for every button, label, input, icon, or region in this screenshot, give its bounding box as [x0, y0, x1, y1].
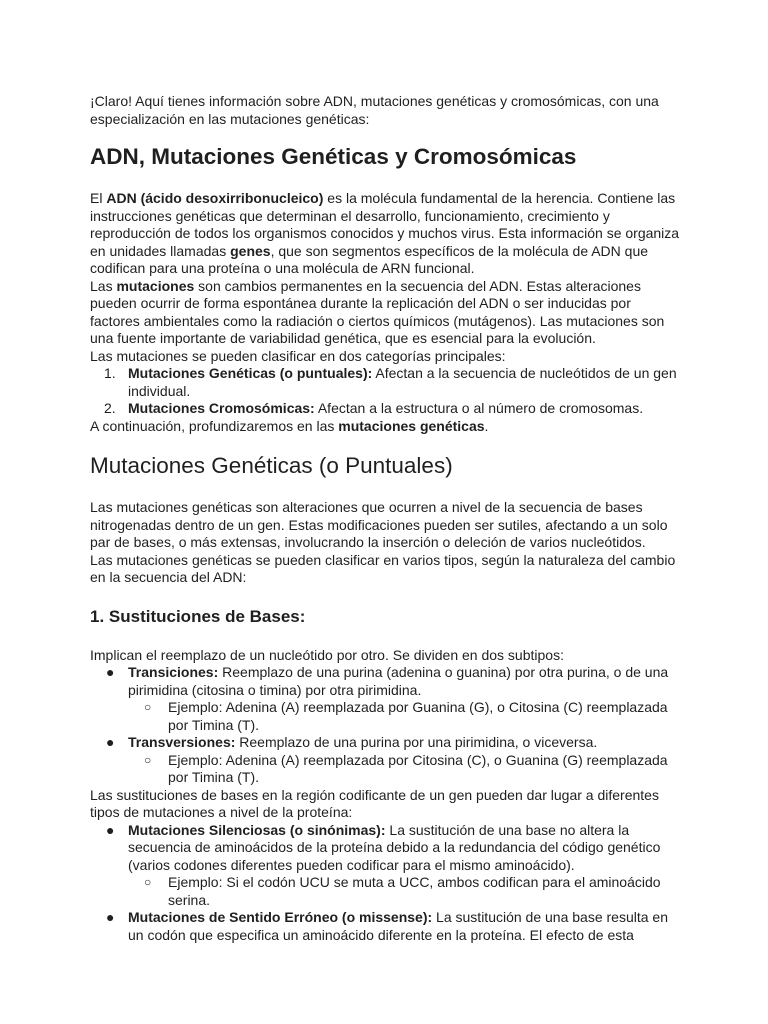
bullet-icon: ●	[106, 734, 115, 750]
document-page	[90, 93, 680, 944]
substitution-types-list	[90, 664, 680, 787]
bullet-icon: ●	[106, 821, 115, 838]
circle-bullet-icon: ○	[144, 875, 152, 889]
bullet-icon: ●	[106, 664, 115, 680]
list-item: 1. Mutaciones Genéticas (o puntuales): Afectan a la secuencia de nucleótidos de un gen individual.	[104, 365, 677, 399]
list-item: ● Mutaciones Silenciosas (o sinónimas): La sustitución de una base no altera la secuencia de aminoácidos de la proteína debido a la redundancia del código genético (varios codones diferentes pueden codificar para el mismo aminoácido).	[106, 821, 661, 873]
bullet-icon: ●	[106, 909, 115, 925]
sub-list-item: ○ Ejemplo: Si el codón UCU se muta a UCC, ambos codifican para el aminoácido serina.	[144, 874, 661, 908]
sub-list-item: ○ Ejemplo: Adenina (A) reemplazada por Guanina (G), o Citosina (C) reemplazada por Timina (T).	[144, 699, 668, 733]
sub-list-item: ○ Ejemplo: Adenina (A) reemplazada por Citosina (C), o Guanina (G) reemplazada por Timina (T).	[144, 751, 668, 785]
continuation-paragraph: A continuación, profundizaremos en las mutaciones genéticas.	[90, 417, 489, 434]
protein-mutations-list	[90, 822, 680, 945]
circle-bullet-icon: ○	[144, 700, 152, 714]
genetic-mutations-paragraph: Las mutaciones genéticas son alteraciones que ocurren a nivel de la secuencia de bases nitrogenadas dentro de un gen. Estas modificaciones pueden ser sutiles, afectando a un solo par de bases, o más extensas, involucrando la inserción o deleción de varios nucleótidos.	[90, 499, 668, 550]
list-item: ● Transiciones: Reemplazo de una purina (adenina o guanina) por otra purina, o de una pirimidina (citosina o timina) por otra pirimidina.	[106, 664, 669, 698]
list-item: ● Transversiones: Reemplazo de una purina por una pirimidina, o viceversa.	[106, 734, 598, 750]
main-heading: ADN, Mutaciones Genéticas y Cromosómicas	[90, 144, 577, 169]
subsection-heading: 1. Sustituciones de Bases:	[90, 606, 306, 626]
dna-paragraph: El ADN (ácido desoxirribonucleico) es la molécula fundamental de la herencia. Contiene las instrucciones genéticas que determinan el desarrollo, funcionamiento, crecimiento y reproducción de todos los organismos conocidos y muchos virus. Esta información se organiza en unidades llamadas genes, que son segmentos específicos de la molécula de ADN que codifican para una proteína o una molécula de ARN funcional.	[90, 190, 680, 276]
circle-bullet-icon: ○	[144, 752, 152, 767]
list-item: ● Mutaciones de Sentido Erróneo (o missense): La sustitución de una base resulta en un codón que especifica un aminoácido diferente en la proteína. El efecto de esta	[106, 909, 668, 943]
categories-paragraph: Las mutaciones se pueden clasificar en dos categorías principales:	[90, 347, 506, 364]
section-heading: Mutaciones Genéticas (o Puntuales)	[90, 453, 453, 478]
list-item: 2. Mutaciones Cromosómicas: Afectan a la estructura o al número de cromosomas.	[104, 400, 644, 416]
mutations-paragraph: Las mutaciones son cambios permanentes en la secuencia del ADN. Estas alteraciones pueden ocurrir de forma espontánea durante la replicación del ADN o ser inducidas por factores ambientales como la radiación o ciertos químicos (mutágenos). Las mutaciones son una fuente importante de variabilidad genética, que es esencial para la evolución.	[90, 277, 665, 346]
substitution-paragraph: Implican el reemplazo de un nucleótido por otro. Se dividen en dos subtipos:	[90, 646, 564, 663]
classification-paragraph: Las mutaciones genéticas se pueden clasificar en varios tipos, según la naturaleza del cambio en la secuencia del ADN:	[90, 551, 676, 585]
protein-effects-paragraph: Las sustituciones de bases en la región codificante de un gen pueden dar lugar a diferentes tipos de mutaciones a nivel de la proteína:	[90, 786, 659, 820]
categories-list	[90, 365, 680, 418]
intro-paragraph: ¡Claro! Aquí tienes información sobre ADN, mutaciones genéticas y cromosómicas, con una especialización en las mutaciones genéticas:	[90, 93, 659, 127]
